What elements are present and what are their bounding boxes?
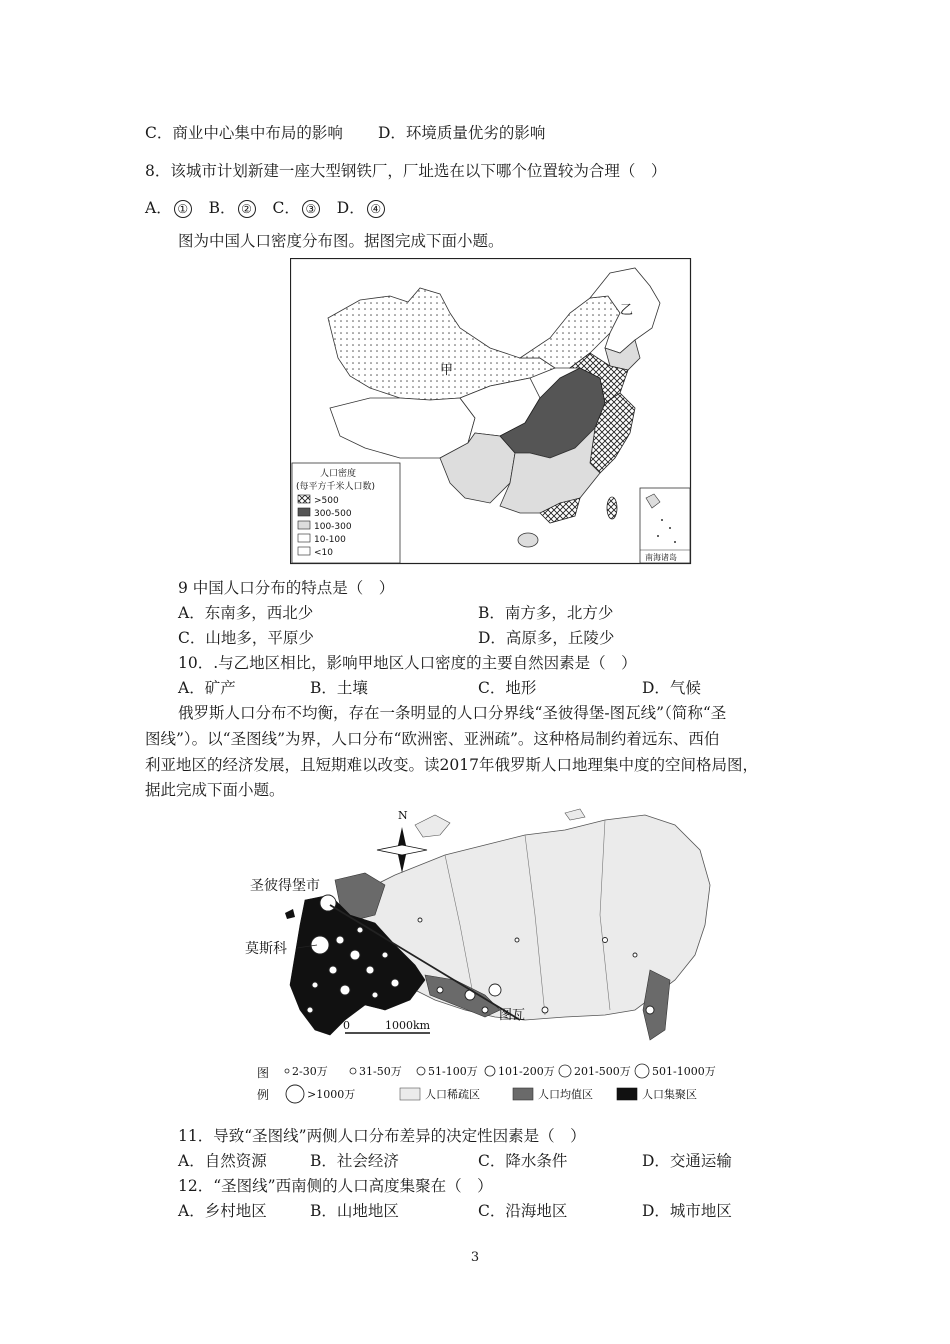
russia-population-map	[245, 805, 730, 1105]
legend-circle-3: 51-100万	[428, 1065, 478, 1078]
label-tuva: 图瓦	[499, 1008, 526, 1023]
legend-circle-5: 201-500万	[574, 1065, 631, 1078]
china-population-map	[290, 258, 692, 565]
q8-option-d-label: D．	[336, 199, 365, 217]
legend-circle-1: 2-30万	[292, 1065, 328, 1078]
intro-russia-line-2: 图线”）。以“圣图线”为界，人口分布“欧洲密、亚洲疏”。这种格局制约着远东、西伯	[145, 730, 720, 748]
q8-option-c-mark: ③	[302, 200, 320, 218]
page-number: 3	[470, 1250, 480, 1265]
russia-map-legend	[257, 1064, 716, 1103]
legend-subtitle: (每平方千米人口数)	[296, 482, 376, 492]
q9-option-c: C．山地多，平原少	[178, 629, 314, 647]
legend-area-concentration: 人口集聚区	[642, 1088, 697, 1101]
q12-option-c: C．沿海地区	[478, 1202, 568, 1220]
q9-stem: 9 中国人口分布的特点是（ ）	[178, 579, 395, 597]
legend-area-sparse: 人口稀疏区	[425, 1088, 480, 1101]
q12-option-b: B．山地地区	[310, 1202, 399, 1220]
q8-stem: 8．该城市计划新建一座大型钢铁厂，厂址选在以下哪个位置较为合理（ ）	[145, 162, 667, 180]
legend-item-5: <10	[314, 548, 333, 558]
intro-russia-line-1: 俄罗斯人口分布不均衡，存在一条明显的人口分界线“圣彼得堡-图瓦线”（简称“圣	[178, 704, 727, 722]
legend-label-top: 图	[257, 1066, 270, 1080]
legend-label-bottom: 例	[257, 1088, 270, 1102]
q10-option-b: B．土壤	[310, 679, 368, 697]
q7-option-d: D．环境质量优劣的影响	[378, 124, 546, 142]
legend-title: 人口密度	[320, 469, 357, 479]
q10-option-d: D．气候	[642, 679, 701, 697]
island-hainan	[518, 533, 538, 547]
south-china-sea-inset	[640, 488, 690, 563]
q11-stem: 11．导致“圣图线”两侧人口分布差异的决定性因素是（ ）	[178, 1127, 586, 1145]
legend-item-2: 300-500	[314, 509, 352, 519]
q7-option-c: C．商业中心集中布局的影响	[145, 124, 343, 142]
q8-option-a-label: A．	[145, 199, 172, 217]
north-label: N	[398, 809, 408, 822]
q9-option-a: A．东南多，西北少	[178, 604, 314, 622]
q8-options	[145, 197, 387, 219]
q10-option-a: A．矿产	[178, 679, 236, 697]
q10-stem: 10．.与乙地区相比，影响甲地区人口密度的主要自然因素是（ ）	[178, 654, 637, 672]
q12-option-a: A．乡村地区	[178, 1202, 267, 1220]
island-taiwan	[607, 497, 617, 519]
label-saint-petersburg: 圣彼得堡市	[250, 878, 320, 894]
scale-km: 1000km	[385, 1019, 431, 1032]
legend-circle-big: >1000万	[307, 1088, 356, 1101]
legend-item-1: >500	[314, 496, 339, 506]
intro-china-map: 图为中国人口密度分布图。据图完成下面小题。	[178, 232, 504, 250]
scale-zero: 0	[343, 1019, 350, 1032]
intro-russia-line-4: 据此完成下面小题。	[145, 781, 285, 799]
legend-circle-4: 101-200万	[498, 1065, 555, 1078]
q8-option-c-label: C．	[272, 199, 300, 217]
q12-stem: 12．“圣图线”西南侧的人口高度集聚在（ ）	[178, 1177, 493, 1195]
legend-item-3: 100-300	[314, 522, 352, 532]
legend-circle-2: 31-50万	[359, 1065, 402, 1078]
legend-area-average: 人口均值区	[538, 1088, 593, 1101]
q12-option-d: D．城市地区	[642, 1202, 732, 1220]
q10-option-c: C．地形	[478, 679, 537, 697]
label-moscow: 莫斯科	[245, 941, 287, 957]
intro-russia-line-3: 利亚地区的经济发展，且短期难以改变。读2017年俄罗斯人口地理集中度的空间格局图，	[145, 756, 758, 774]
q11-option-a: A．自然资源	[178, 1152, 267, 1170]
q11-option-b: B．社会经济	[310, 1152, 399, 1170]
china-map-legend	[292, 463, 400, 563]
inset-label: 南海诸岛	[645, 553, 677, 562]
legend-item-4: 10-100	[314, 535, 346, 545]
q9-option-d: D．高原多，丘陵少	[478, 629, 615, 647]
legend-circle-6: 501-1000万	[652, 1065, 716, 1078]
q8-option-d-mark: ④	[367, 200, 385, 218]
q11-option-d: D．交通运输	[642, 1152, 732, 1170]
q11-option-c: C．降水条件	[478, 1152, 568, 1170]
label-yi: 乙	[620, 303, 634, 318]
q8-option-b-mark: ②	[238, 200, 256, 218]
label-jia: 甲	[440, 363, 454, 378]
q9-option-b: B．南方多，北方少	[478, 604, 614, 622]
q8-option-a-mark: ①	[174, 200, 192, 218]
q8-option-b-label: B．	[208, 199, 236, 217]
